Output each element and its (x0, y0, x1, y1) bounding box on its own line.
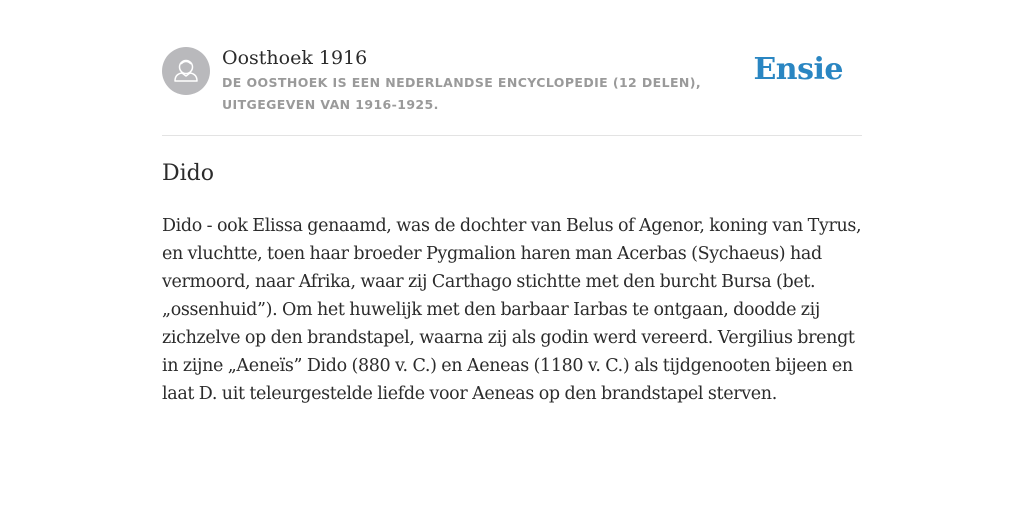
entry-body: Dido - ook Elissa genaamd, was de dochter van Belus of Agenor, koning van Tyrus, en vluchtte, toen haar broeder Pygmalion haren man Acerbas (Sychaeus) had vermoord, naar Afrika, waar zij Carthago stichtte met den burcht Bursa (bet. „ossenhuid”). Om het huwelijk met den barbaar Iarbas te ontgaan, doodde zij zichzelve op den brandstapel, waarna zij als godin werd vereerd. Vergilius brengt in zijne „Aeneïs” Dido (880 v. C.) en Aeneas (1180 v. C.) als tijdgenooten bijeen en laat D. uit teleurgestelde liefde voor Aeneas op den brandstapel sterven. (162, 216, 862, 404)
source-title[interactable]: Oosthoek 1916 (222, 47, 368, 69)
source-header (162, 0, 862, 136)
ensie-logo[interactable]: Ensie (753, 52, 843, 87)
page-container (162, 0, 862, 404)
user-icon[interactable] (162, 47, 210, 95)
source-description: DE OOSTHOEK IS EEN NEDERLANDSE ENCYCLOPEDIE (12 DELEN), UITGEGEVEN VAN 1916-1925. (222, 75, 702, 112)
entry-title: Dido (162, 161, 215, 186)
